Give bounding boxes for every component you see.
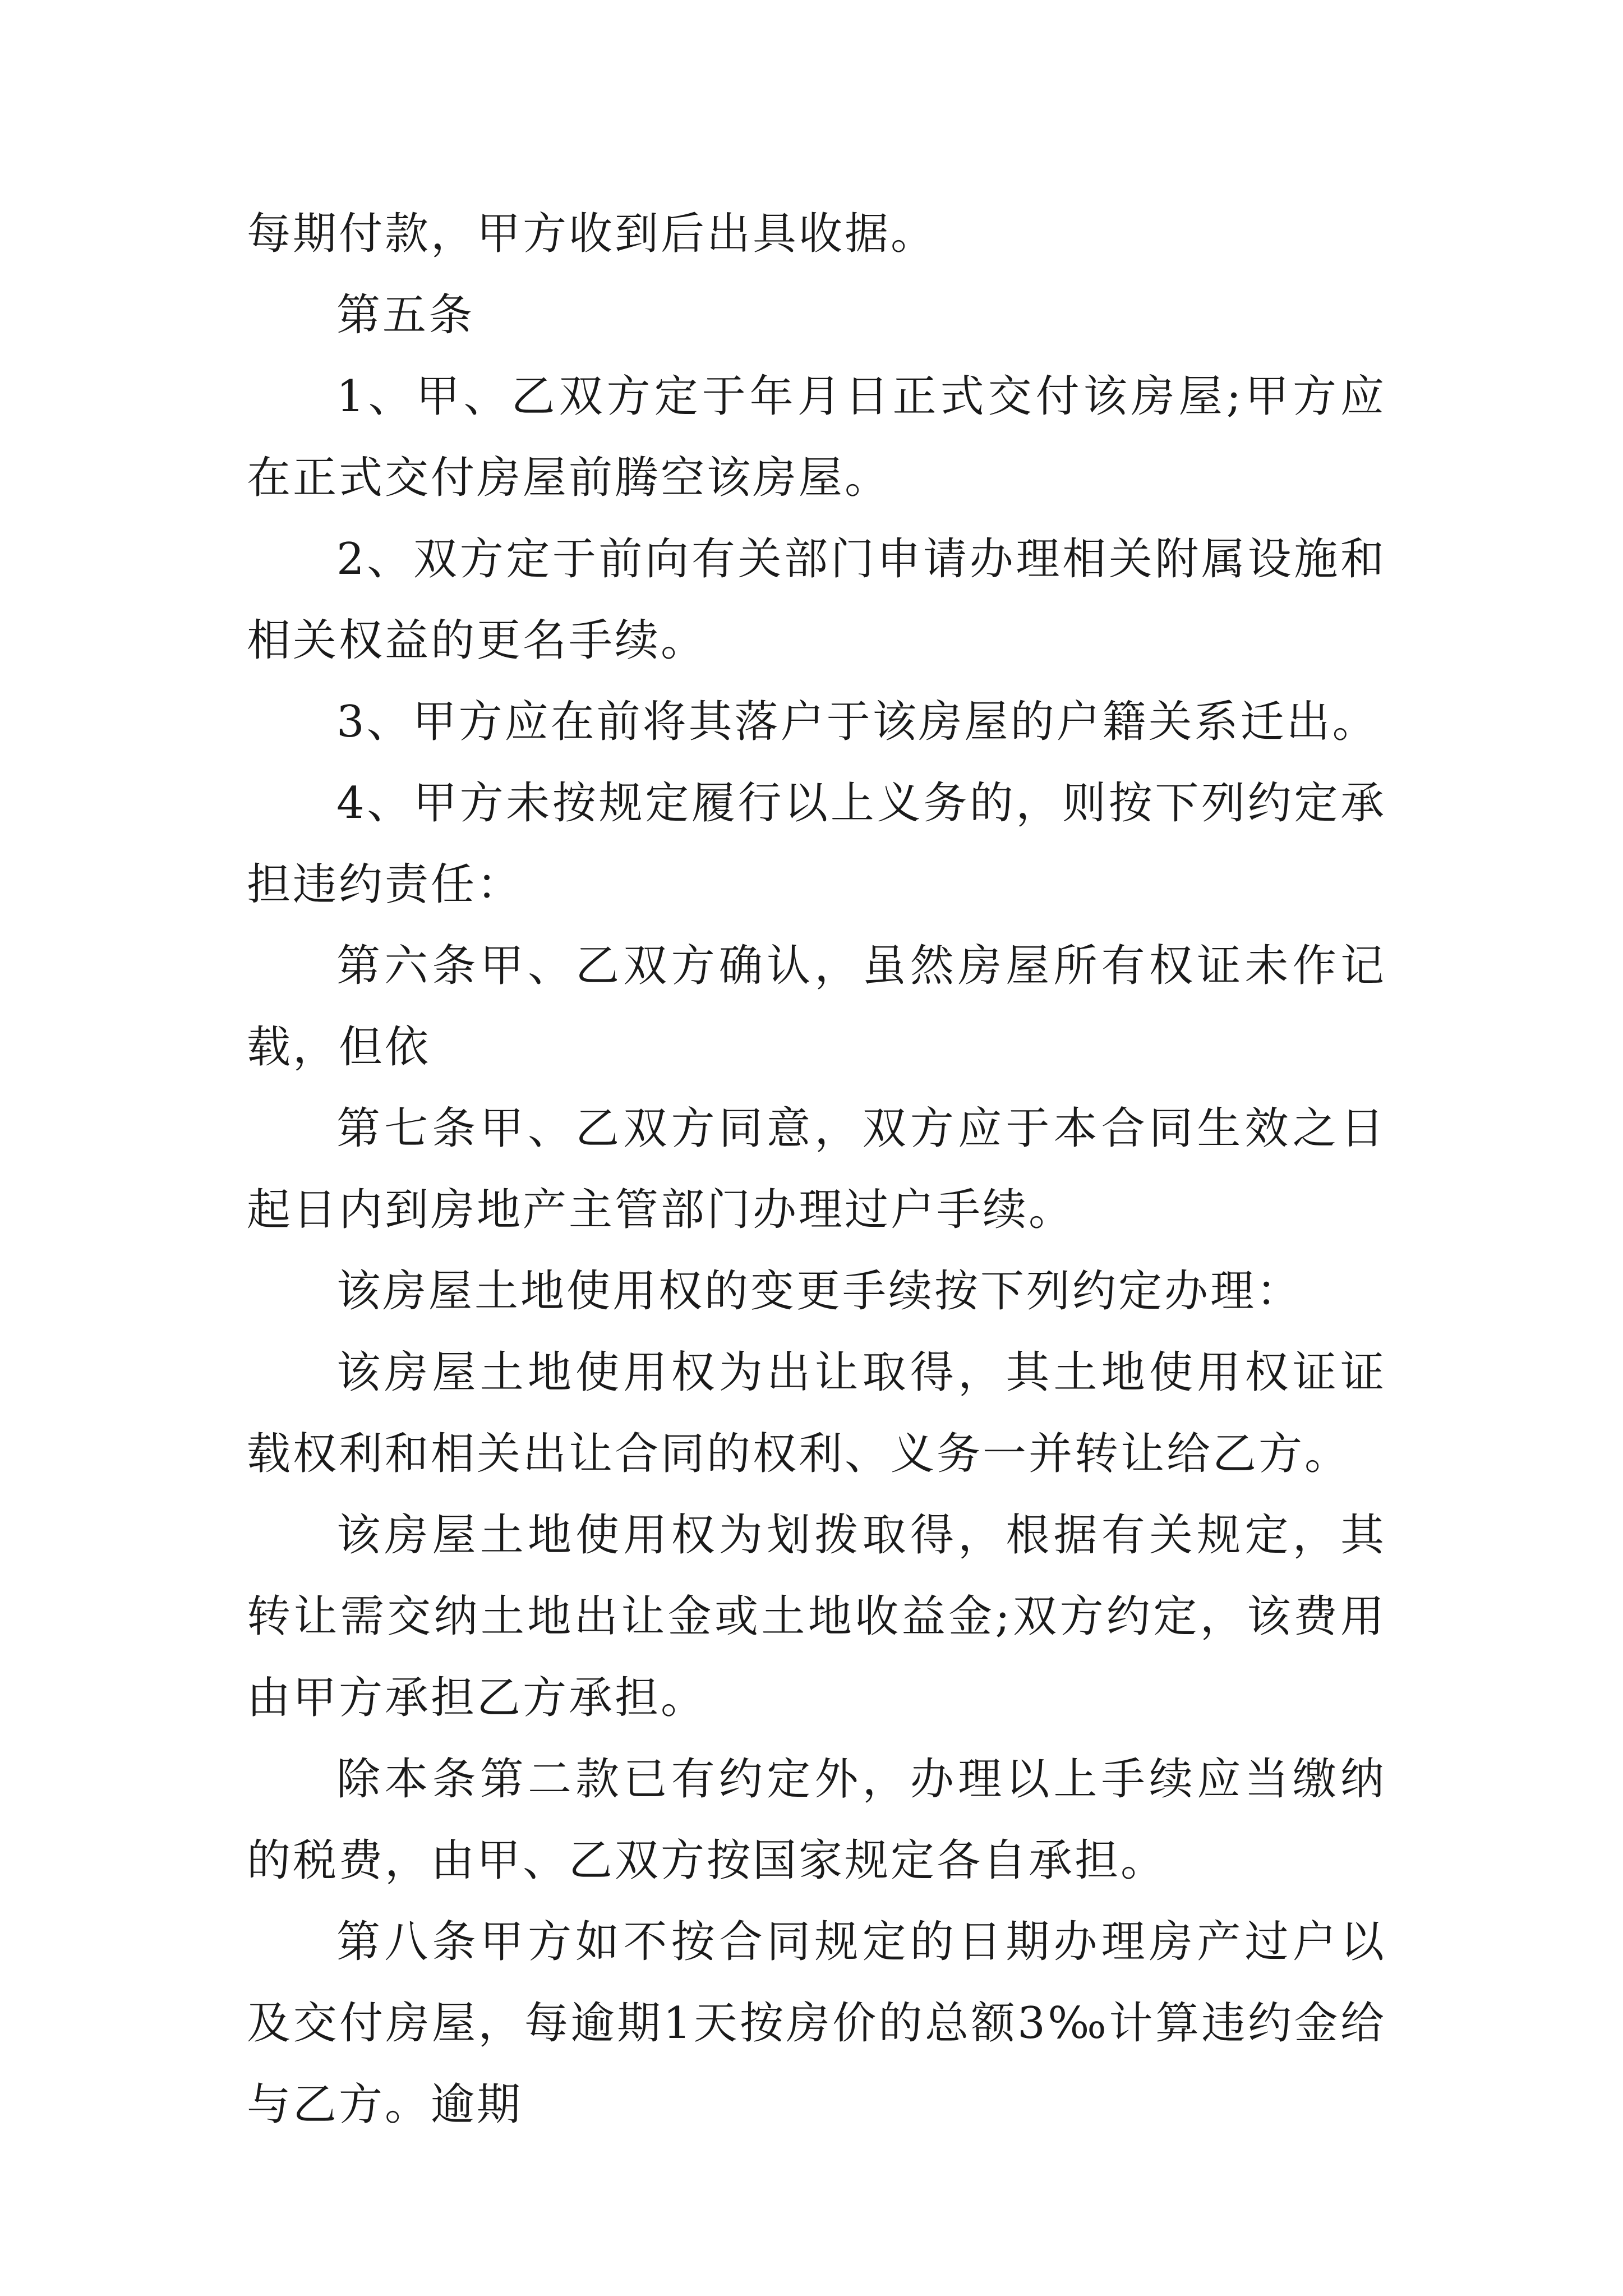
article-7: 第七条甲、乙双方同意，双方应于本合同生效之日起日内到房地产主管部门办理过户手续。 — [247, 1103, 1386, 1235]
article-5-clause-4: 4、甲方未按规定履行以上义务的，则按下列约定承担违约责任： — [247, 778, 1386, 910]
article-5-clause-2: 2、双方定于前向有关部门申请办理相关附属设施和相关权益的更名手续。 — [247, 534, 1386, 666]
document-body — [247, 194, 1386, 2146]
article-8: 第八条甲方如不按合同规定的日期办理房产过户以及交付房屋，每逾期1天按房价的总额3‰计算违约金给与乙方。逾期 — [247, 1917, 1386, 2130]
land-use-transfer-grant: 该房屋土地使用权为出让取得，其土地使用权证证载权利和相关出让合同的权利、义务一并转让给乙方。 — [247, 1347, 1386, 1479]
land-use-allocation: 该房屋土地使用权为划拨取得，根据有关规定，其转让需交纳土地出让金或土地收益金;双方约定，该费用由甲方承担乙方承担。 — [247, 1510, 1386, 1723]
article-5-heading: 第五条 — [336, 290, 475, 341]
article-5-clause-1: 1、甲、乙双方定于年月日正式交付该房屋;甲方应在正式交付房屋前腾空该房屋。 — [247, 371, 1386, 503]
article-5-clause-3: 3、甲方应在前将其落户于该房屋的户籍关系迁出。 — [336, 697, 1378, 747]
land-use-change-intro: 该房屋土地使用权的变更手续按下列约定办理： — [336, 1266, 1303, 1317]
paragraph-payment-receipt: 每期付款，甲方收到后出具收据。 — [247, 209, 937, 259]
tax-fee-clause: 除本条第二款已有约定外，办理以上手续应当缴纳的税费，由甲、乙双方按国家规定各自承担。 — [247, 1754, 1386, 1886]
article-6: 第六条甲、乙双方确认，虽然房屋所有权证未作记载，但依 — [247, 941, 1386, 1073]
